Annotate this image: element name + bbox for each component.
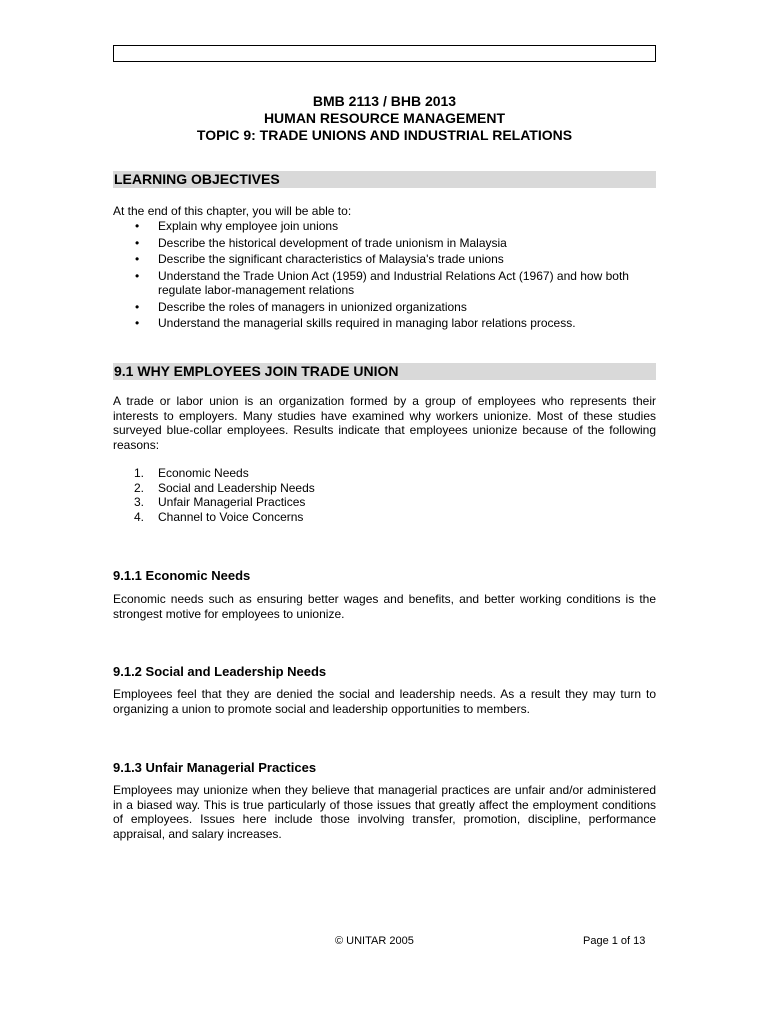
section-9-1-2-paragraph: Employees feel that they are denied the social and leadership needs. As a result they may turn to organizing a union to promote social and leadership opportunities to members. bbox=[113, 687, 656, 716]
section-9-1-3-heading: 9.1.3 Unfair Managerial Practices bbox=[113, 760, 317, 775]
learning-objectives-heading: LEARNING OBJECTIVES bbox=[113, 171, 656, 188]
section-9-1-paragraph: A trade or labor union is an organization formed by a group of employees who represents their interests to employers. Many studies have examined why workers unionize. Most of these studies surveyed blue-collar employees. Results indicate that employees unionize because of the following reasons: bbox=[113, 394, 656, 452]
bullet-icon: • bbox=[135, 252, 140, 266]
section-9-1-heading: 9.1 WHY EMPLOYEES JOIN TRADE UNION bbox=[113, 363, 656, 380]
course-name: HUMAN RESOURCE MANAGEMENT bbox=[263, 110, 506, 126]
list-item: • Describe the historical development of trade unionism in Malaysia bbox=[135, 235, 507, 250]
learning-objectives-intro: At the end of this chapter, you will be able to: bbox=[113, 204, 352, 218]
section-9-1-2-heading: 9.1.2 Social and Leadership Needs bbox=[113, 664, 327, 679]
bullet-icon: • bbox=[135, 316, 140, 330]
list-item: • Understand the Trade Union Act (1959) and Industrial Relations Act (1967) and how both regulate labor-management relations bbox=[135, 268, 629, 297]
document-title bbox=[113, 93, 656, 144]
list-item: • Describe the roles of managers in unionized organizations bbox=[135, 299, 467, 314]
course-code: BMB 2113 / BHB 2013 bbox=[312, 93, 457, 109]
section-9-1-1-paragraph: Economic needs such as ensuring better wages and benefits, and better working conditions is the strongest motive for employees to unionize. bbox=[113, 592, 656, 621]
list-item: 1. Economic Needs bbox=[134, 466, 249, 480]
header-box bbox=[113, 45, 656, 62]
list-item: • Describe the significant characteristics of Malaysia's trade unions bbox=[135, 252, 504, 266]
list-item: 2. Social and Leadership Needs bbox=[134, 480, 315, 495]
list-item: • Explain why employee join unions bbox=[135, 219, 339, 233]
footer-copyright: © UNITAR 2005 bbox=[335, 935, 414, 947]
bullet-icon: • bbox=[135, 219, 140, 233]
list-item: 4. Channel to Voice Concerns bbox=[134, 509, 304, 524]
section-9-1-1-heading: 9.1.1 Economic Needs bbox=[113, 568, 251, 583]
learning-objectives-list bbox=[113, 219, 656, 333]
topic-title: TOPIC 9: TRADE UNIONS AND INDUSTRIAL RELATIONS bbox=[196, 127, 573, 143]
section-9-1-3-paragraph: Employees may unionize when they believe that managerial practices are unfair and/or administered in a biased way. This is true particularly of those issues that greatly affect the employment conditions of employees. Issues here include those involving transfer, promotion, discipline, performance appraisal, and salary increases. bbox=[113, 783, 656, 841]
bullet-icon: • bbox=[135, 268, 140, 283]
bullet-icon: • bbox=[135, 299, 140, 314]
list-item: • Understand the managerial skills required in managing labor relations process. bbox=[135, 316, 576, 330]
list-item: 3. Unfair Managerial Practices bbox=[134, 495, 306, 509]
reasons-list bbox=[113, 466, 656, 524]
footer-page-number: Page 1 of 13 bbox=[583, 935, 646, 947]
bullet-icon: • bbox=[135, 235, 140, 250]
